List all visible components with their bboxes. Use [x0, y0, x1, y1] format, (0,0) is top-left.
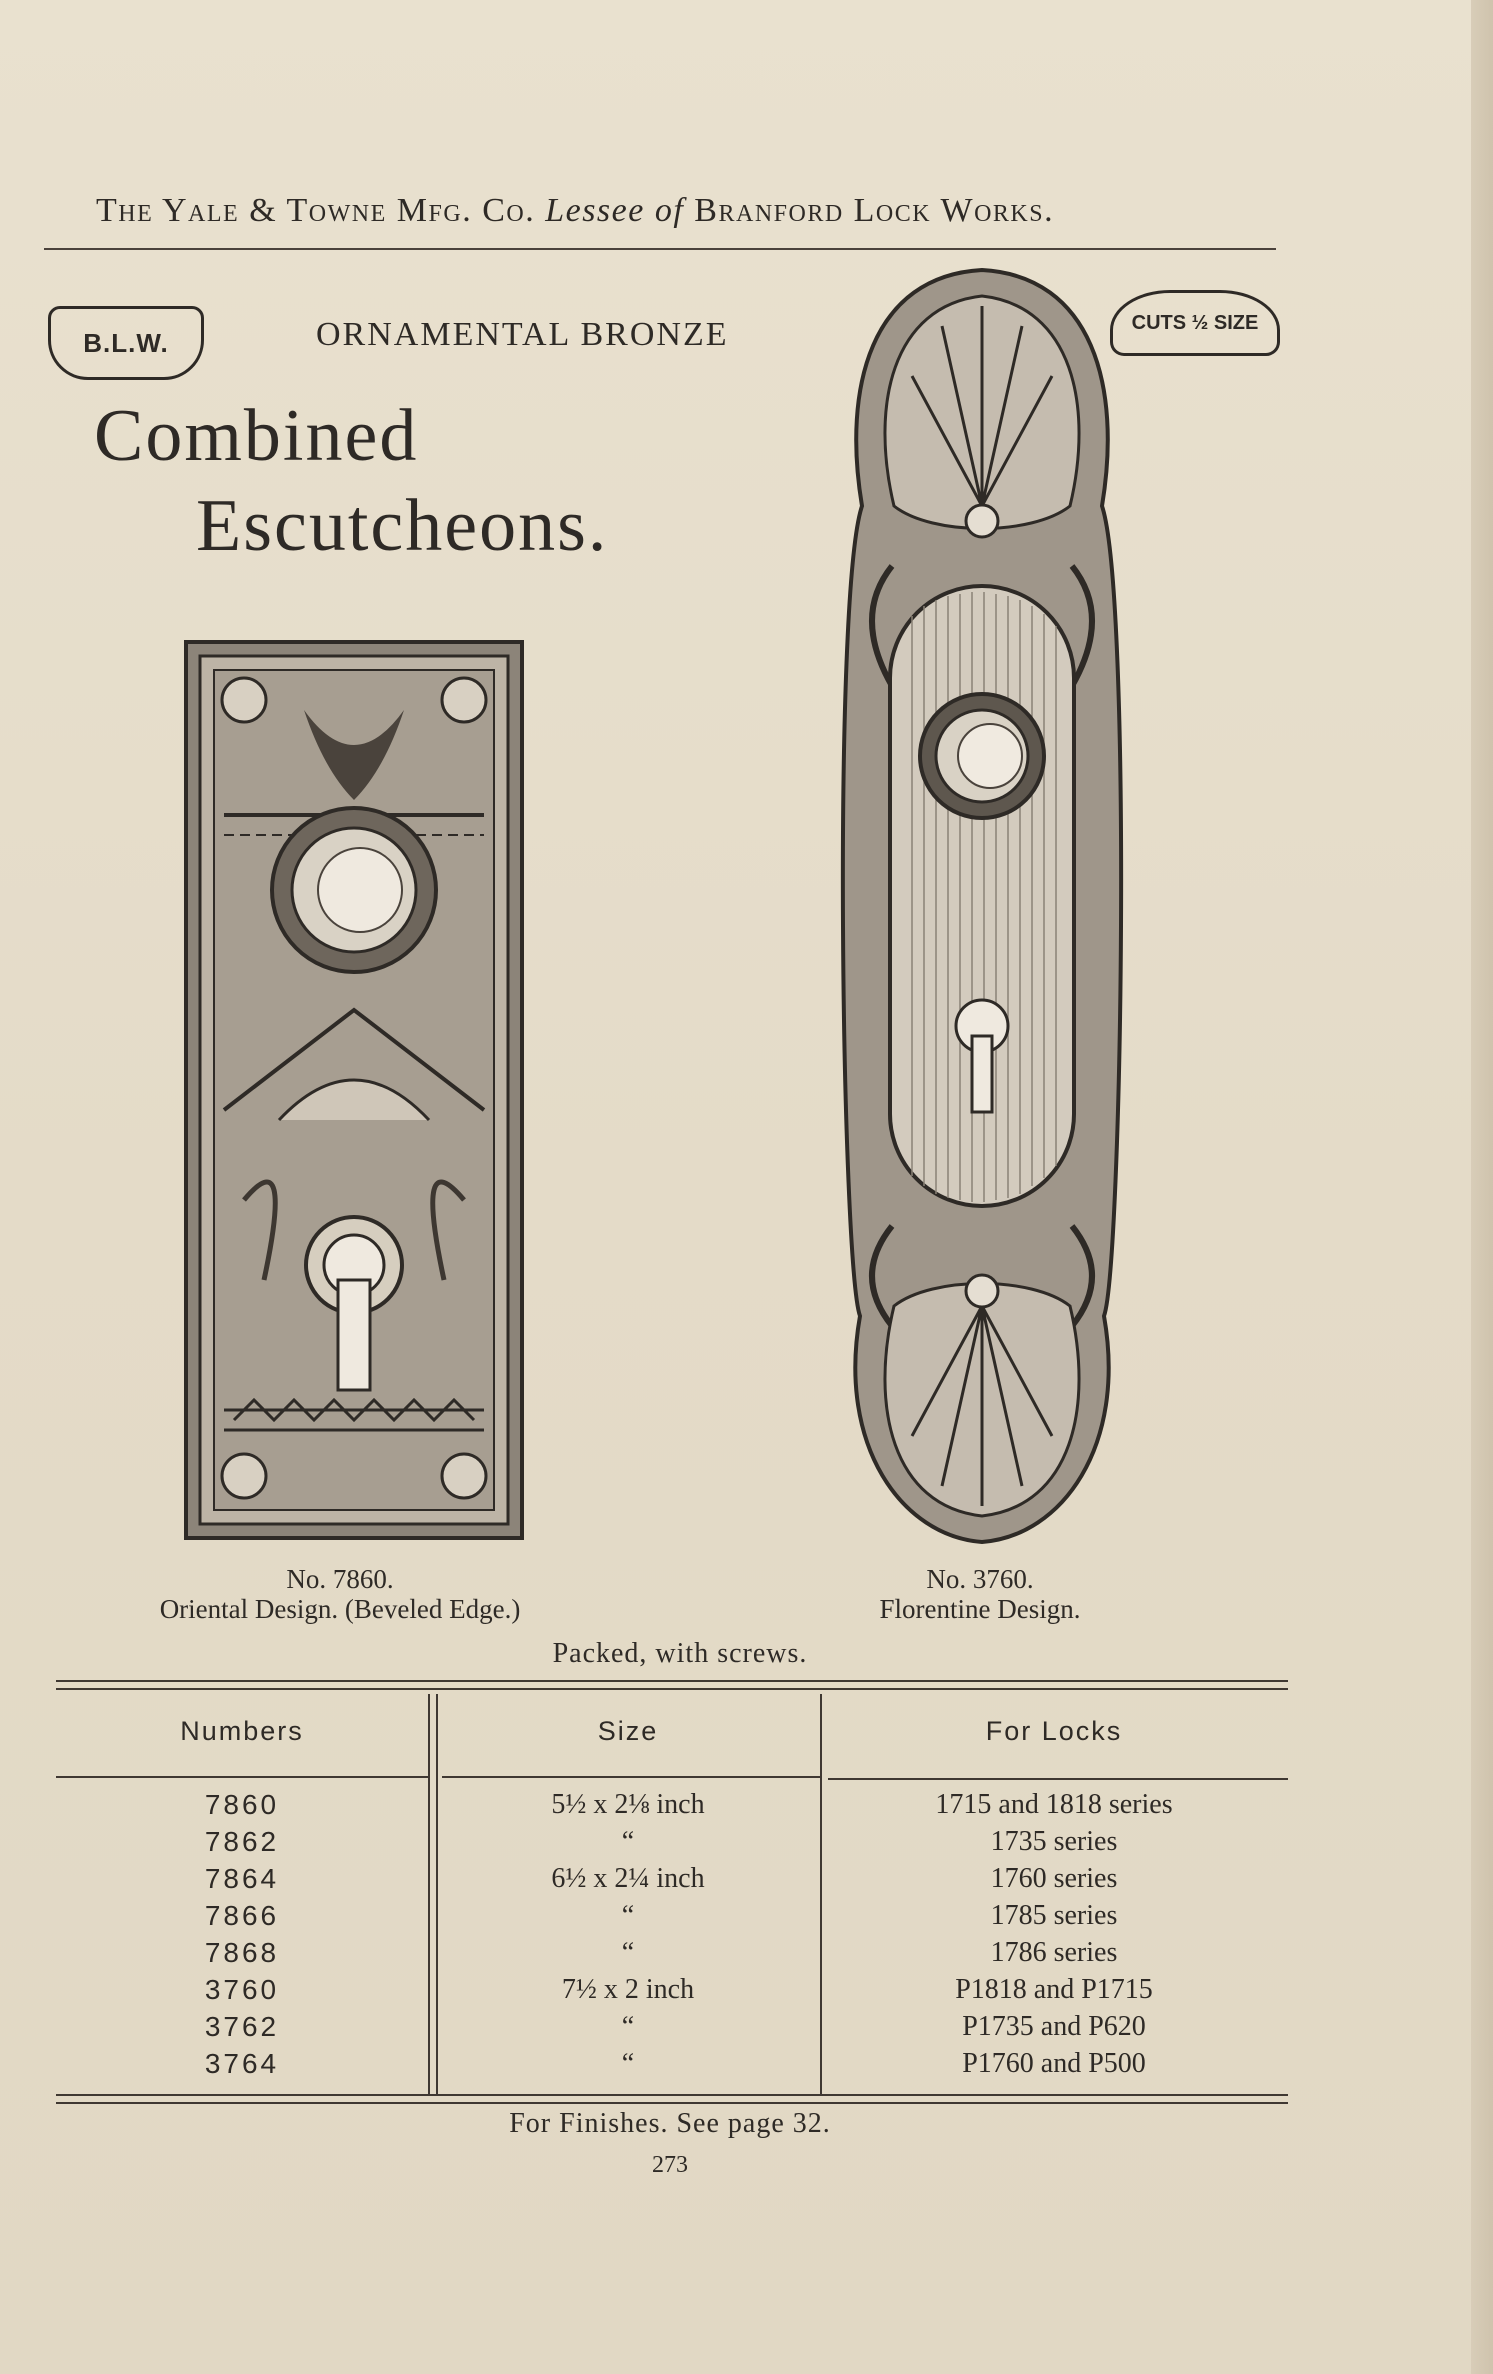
table-row-size: “ [621, 2048, 635, 2079]
header-rule-numbers [56, 1776, 428, 1778]
page-edge [1471, 0, 1493, 2374]
table-row-number: 7866 [204, 1900, 280, 1931]
table-bottom-rule [56, 2094, 1288, 2096]
caption-3760-number: No. 3760. [926, 1564, 1034, 1594]
escutcheon-7860-illustration [184, 640, 524, 1540]
cuts-size-badge: CUTS ½ SIZE [1110, 290, 1280, 356]
caption-7860-number: No. 7860. [286, 1564, 394, 1594]
table-row-locks: P1818 and P1715 [955, 1974, 1153, 2005]
page-number: 273 [652, 2152, 688, 2178]
blw-badge: B.L.W. [48, 306, 204, 380]
table-row-locks: 1735 series [990, 1826, 1118, 1857]
column-divider-1 [428, 1694, 430, 2094]
table-row-number: 7868 [204, 1937, 280, 1968]
table-row-locks: 1786 series [990, 1937, 1118, 1968]
running-head-company: The Yale & Towne Mfg. Co. [96, 192, 536, 229]
table-row-size: “ [621, 2011, 635, 2042]
section-label: ORNAMENTAL BRONZE [316, 316, 729, 353]
table-row-locks: 1785 series [990, 1900, 1118, 1931]
table-row-number: 7860 [204, 1789, 280, 1820]
title-line-1: Combined [94, 395, 419, 477]
caption-7860-description: Oriental Design. (Beveled Edge.) [159, 1594, 521, 1624]
header-rule-size [442, 1776, 820, 1778]
table-row-locks: P1735 and P620 [962, 2011, 1146, 2042]
escutcheon-3760-illustration [832, 266, 1132, 1546]
finishes-note: For Finishes. See page 32. [509, 2108, 831, 2139]
running-head-works: Branford Lock Works. [694, 192, 1055, 229]
caption-3760-description: Florentine Design. [879, 1594, 1081, 1624]
locks-column [820, 1786, 1288, 2082]
table-row-size: 7½ x 2 inch [561, 1974, 695, 2005]
size-column [436, 1786, 820, 2082]
caption-3760 [810, 1564, 1150, 1624]
table-row-size: 6½ x 2¼ inch [551, 1863, 705, 1894]
packed-note: Packed, with screws. [552, 1638, 808, 1669]
table-row-locks: P1760 and P500 [962, 2048, 1146, 2079]
title-line-2: Escutcheons. [196, 485, 609, 567]
header-size: Size [597, 1716, 659, 1746]
table-row-number: 3760 [204, 1974, 280, 2005]
running-head [96, 192, 1276, 230]
table-top-rule-2 [56, 1688, 1288, 1690]
header-for-locks: For Locks [985, 1716, 1123, 1746]
caption-7860 [80, 1564, 600, 1624]
table-row-size: “ [621, 1900, 635, 1931]
table-row-number: 3764 [204, 2048, 280, 2079]
table-row-locks: 1760 series [990, 1863, 1118, 1894]
table-row-size: “ [621, 1937, 635, 1968]
numbers-column [56, 1786, 428, 2082]
table-row-number: 3762 [204, 2011, 280, 2042]
table-bottom-rule-2 [56, 2102, 1288, 2104]
header-numbers: Numbers [180, 1716, 304, 1746]
running-head-lessee: Lessee of [545, 192, 685, 229]
table-row-size: 5½ x 2⅛ inch [551, 1789, 705, 1820]
table-row-size: “ [621, 1826, 635, 1857]
table-row-number: 7864 [204, 1863, 280, 1894]
header-rule-locks [828, 1778, 1288, 1780]
table-row-locks: 1715 and 1818 series [935, 1789, 1173, 1820]
table-top-rule [56, 1680, 1288, 1682]
head-rule [44, 248, 1276, 250]
table-row-number: 7862 [204, 1826, 280, 1857]
